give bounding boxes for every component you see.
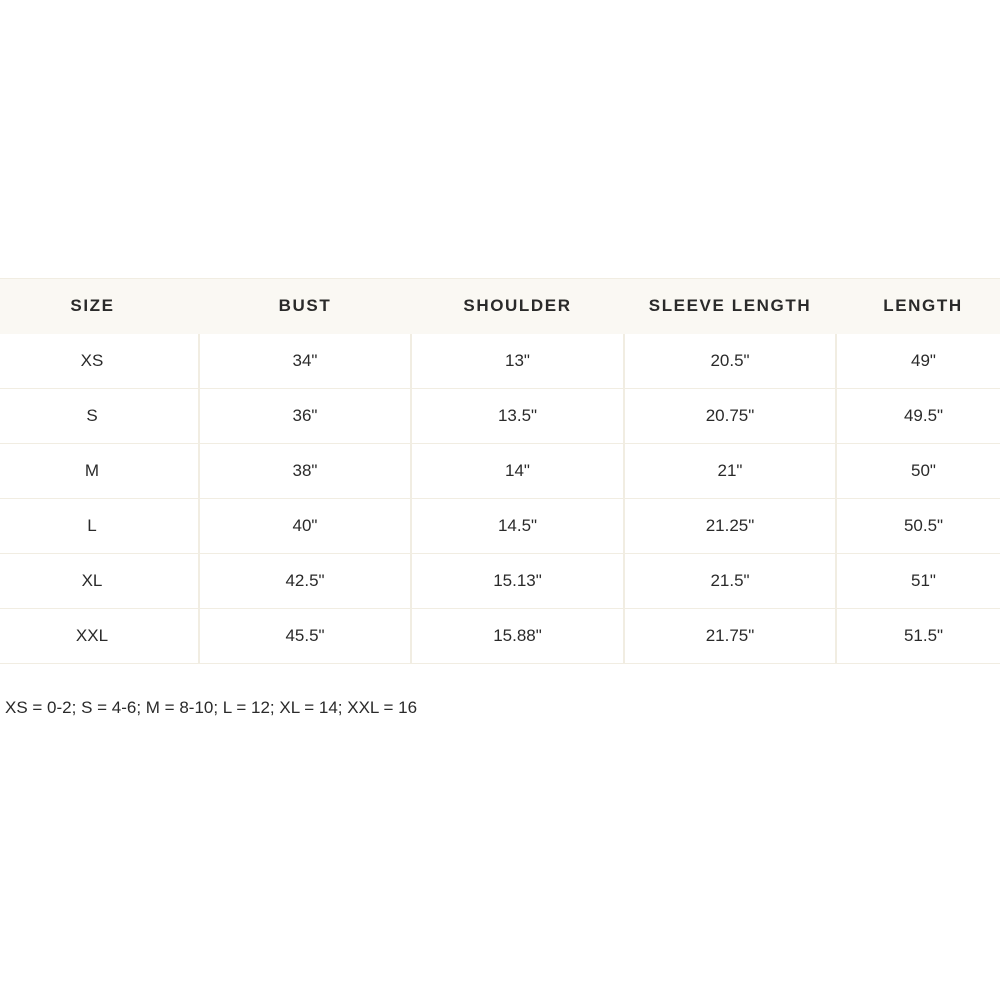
header-shoulder: SHOULDER (411, 279, 624, 334)
table-row (0, 609, 1000, 664)
cell-length: 49" (836, 334, 1000, 389)
cell-sleeve-length: 20.75" (624, 389, 836, 444)
cell-size: XL (0, 554, 199, 609)
cell-size: M (0, 444, 199, 499)
table-row (0, 554, 1000, 609)
cell-bust: 34" (199, 334, 411, 389)
size-chart-header (0, 279, 1000, 334)
cell-length: 51.5" (836, 609, 1000, 664)
cell-length: 50.5" (836, 499, 1000, 554)
cell-bust: 40" (199, 499, 411, 554)
table-row (0, 444, 1000, 499)
cell-bust: 36" (199, 389, 411, 444)
cell-length: 49.5" (836, 389, 1000, 444)
size-conversion-note: XS = 0-2; S = 4-6; M = 8-10; L = 12; XL = 14; XXL = 16 (5, 698, 418, 717)
header-size: SIZE (0, 279, 199, 334)
cell-shoulder: 15.88" (411, 609, 624, 664)
cell-sleeve-length: 21.5" (624, 554, 836, 609)
cell-shoulder: 13.5" (411, 389, 624, 444)
cell-bust: 42.5" (199, 554, 411, 609)
size-chart-body (0, 334, 1000, 664)
cell-length: 51" (836, 554, 1000, 609)
table-row (0, 334, 1000, 389)
cell-sleeve-length: 20.5" (624, 334, 836, 389)
cell-bust: 45.5" (199, 609, 411, 664)
table-row (0, 499, 1000, 554)
cell-sleeve-length: 21.25" (624, 499, 836, 554)
cell-shoulder: 13" (411, 334, 624, 389)
cell-length: 50" (836, 444, 1000, 499)
cell-shoulder: 15.13" (411, 554, 624, 609)
table-row (0, 389, 1000, 444)
cell-shoulder: 14" (411, 444, 624, 499)
cell-size: XS (0, 334, 199, 389)
cell-bust: 38" (199, 444, 411, 499)
cell-size: L (0, 499, 199, 554)
header-bust: BUST (199, 279, 411, 334)
size-chart-table (0, 278, 1000, 664)
header-sleeve-length: SLEEVE LENGTH (624, 279, 836, 334)
cell-sleeve-length: 21" (624, 444, 836, 499)
header-row (0, 279, 1000, 334)
header-length: LENGTH (836, 279, 1000, 334)
cell-sleeve-length: 21.75" (624, 609, 836, 664)
cell-size: S (0, 389, 199, 444)
cell-shoulder: 14.5" (411, 499, 624, 554)
cell-size: XXL (0, 609, 199, 664)
